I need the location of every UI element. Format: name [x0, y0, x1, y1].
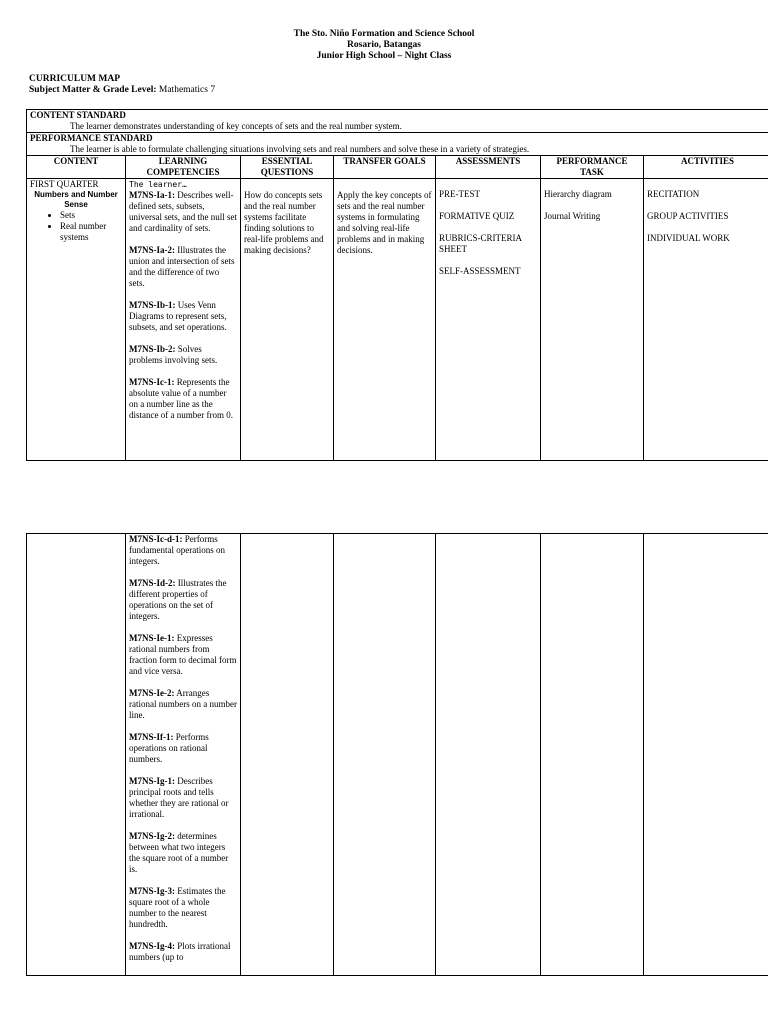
col-header-essential-questions: ESSENTIAL QUESTIONS	[241, 156, 334, 179]
essential-question-cell	[241, 534, 334, 976]
competency-item: M7NS-Ig-2: determines between what two integers the square root of a number is.	[129, 831, 229, 874]
col-header-competencies: LEARNING COMPETENCIES	[126, 156, 241, 179]
competency-item: M7NS-Ib-2: Solves problems involving sets.	[129, 344, 218, 365]
competency-item: M7NS-Ic-1: Represents the absolute value of a number on a number line as the distance of a number from 0.	[129, 377, 233, 420]
list-item: INDIVIDUAL WORK	[647, 233, 730, 243]
essential-question-cell	[241, 179, 334, 461]
competencies-cell	[126, 179, 241, 461]
learner-intro: The learner…	[129, 180, 187, 189]
activities-cell	[644, 179, 768, 461]
transfer-goal-cell	[334, 534, 436, 976]
list-item: • Real number systems	[60, 221, 122, 243]
competency-item: M7NS-Ie-2: Arranges rational numbers on a number line.	[129, 688, 237, 720]
curriculum-title: CURRICULUM MAP	[29, 74, 121, 84]
program-name: Junior High School – Night Class	[316, 51, 452, 61]
curriculum-table-page1	[26, 109, 768, 461]
performance-task-cell	[541, 179, 644, 461]
list-item: Hierarchy diagram	[544, 189, 612, 199]
list-item: Journal Writing	[544, 211, 601, 221]
list-item: PRE-TEST	[439, 189, 481, 199]
competency-item: M7NS-Ig-4: Plots irrational numbers (up to	[129, 941, 231, 962]
competency-item: M7NS-Ig-1: Describes principal roots and tells whether they are rational or irrational.	[129, 776, 229, 819]
performance-standard-text: The learner is able to formulate challenging situations involving sets and real numbers and solve these in a variety of strategies.	[70, 144, 530, 154]
essential-question: How do concepts sets and the real number systems facilitate finding solutions to real-life problems and making decisions?	[244, 190, 324, 255]
competency-item: M7NS-Ia-1: Describes well-defined sets, subsets, universal sets, and the null set and cardinality of sets.	[129, 190, 237, 233]
competency-item: M7NS-Ic-d-1: Performs fundamental operations on integers.	[129, 534, 225, 566]
list-item: RUBRICS-CRITERIA SHEET	[439, 233, 522, 254]
competency-item: M7NS-Ia-2: Illustrates the union and intersection of sets and the difference of two sets.	[129, 245, 235, 288]
competency-item: M7NS-If-1: Performs operations on rational numbers.	[129, 732, 209, 764]
col-header-performance-task: PERFORMANCE TASK	[541, 156, 644, 179]
competency-item: M7NS-Ib-1: Uses Venn Diagrams to represent sets, subsets, and set operations.	[129, 300, 227, 332]
list-item: FORMATIVE QUIZ	[439, 211, 515, 221]
assessments-cell	[436, 179, 541, 461]
content-cell	[27, 534, 126, 976]
school-address: Rosario, Batangas	[347, 40, 421, 50]
competency-item: M7NS-Ie-1: Expresses rational numbers from fraction form to decimal form and vice versa.	[129, 633, 237, 676]
table-row	[27, 179, 768, 461]
performance-standard-row	[27, 133, 768, 156]
col-header-transfer-goals: TRANSFER GOALS	[334, 156, 436, 179]
curriculum-map-heading	[29, 74, 215, 96]
col-header-content: CONTENT	[27, 156, 126, 179]
col-header-assessments: ASSESSMENTS	[436, 156, 541, 179]
topic-label: Numbers and Number Sense	[34, 190, 118, 209]
list-item: • Sets	[60, 210, 122, 221]
col-header-activities: ACTIVITIES	[644, 156, 768, 179]
competency-item: M7NS-Id-2: Illustrates the different properties of operations on the set of integers.	[129, 578, 227, 621]
transfer-goal: Apply the key concepts of sets and the real number systems in formulating and solving real-life problems and in making decisions.	[337, 190, 432, 255]
list-item: GROUP ACTIVITIES	[647, 211, 729, 221]
quarter-label: FIRST QUARTER	[30, 179, 99, 189]
assessments-cell	[436, 534, 541, 976]
list-item: SELF-ASSESSMENT	[439, 266, 521, 276]
content-standard-row	[27, 110, 768, 133]
content-standard-text: The learner demonstrates understanding of key concepts of sets and the real number system.	[70, 121, 402, 131]
subject-value: Mathematics 7	[158, 85, 216, 95]
table-row	[27, 534, 768, 976]
performance-task-cell	[541, 534, 644, 976]
activities-cell	[644, 534, 768, 976]
subject-label: Subject Matter & Grade Level:	[29, 85, 157, 95]
competency-item: M7NS-Ig-3: Estimates the square root of a whole number to the nearest hundredth.	[129, 886, 226, 929]
content-standard-label: CONTENT STANDARD	[30, 110, 126, 120]
curriculum-table-page2	[26, 533, 768, 976]
school-name: The Sto. Niño Formation and Science School	[293, 29, 475, 39]
transfer-goal-cell	[334, 179, 436, 461]
column-header-row	[27, 156, 768, 179]
performance-standard-label: PERFORMANCE STANDARD	[30, 133, 153, 143]
competencies-cell	[126, 534, 241, 976]
content-cell	[27, 179, 126, 461]
topic-list	[30, 210, 122, 243]
list-item: RECITATION	[647, 189, 700, 199]
document-header	[0, 29, 768, 62]
